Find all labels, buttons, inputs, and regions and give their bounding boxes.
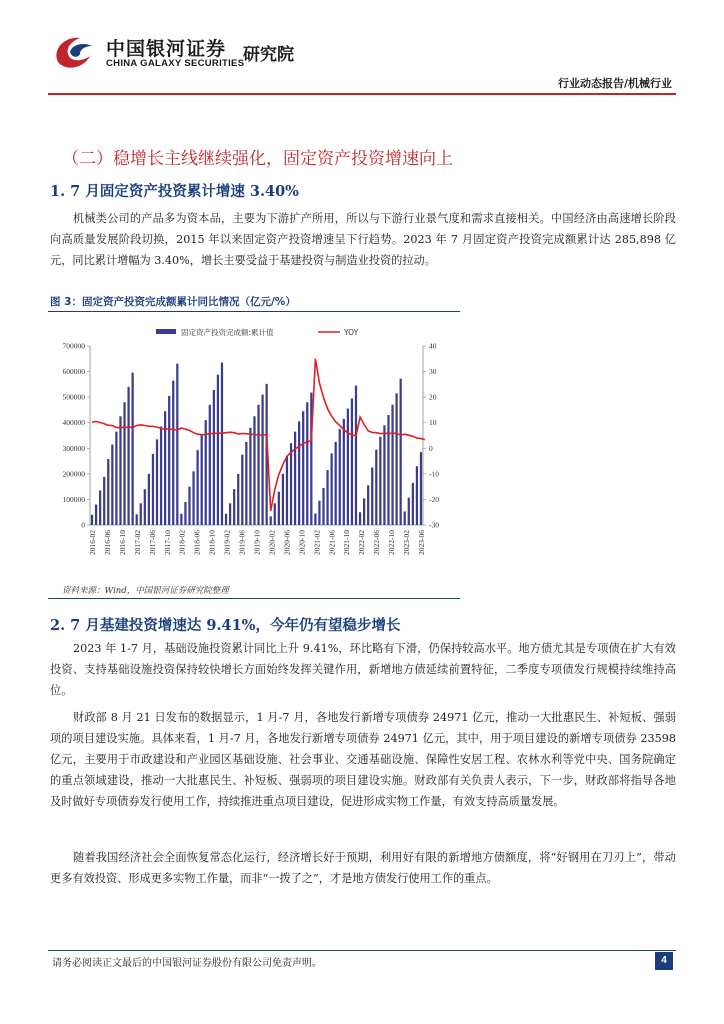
bar — [339, 429, 341, 525]
footer-disclaimer: 请务必阅读正文最后的中国银河证券股份有限公司免责声明。 — [52, 958, 322, 969]
bar — [213, 390, 215, 525]
left-tick-label: 500000 — [62, 392, 85, 402]
x-tick-label: 2018-06 — [192, 530, 202, 555]
bar — [282, 474, 284, 525]
bar — [351, 398, 353, 525]
page-number: 4 — [655, 952, 673, 970]
right-tick-label: 40 — [429, 341, 437, 351]
institute-label: 研究院 — [243, 45, 294, 65]
subheading-1: 1. 7 月固定资产投资累计增速 3.40% — [50, 183, 299, 200]
left-tick-label: 700000 — [62, 341, 85, 351]
left-tick-label: 200000 — [62, 469, 85, 479]
bar — [140, 503, 142, 525]
bar — [278, 492, 280, 525]
bar — [119, 416, 121, 525]
bar — [379, 437, 381, 525]
right-tick-label: 0 — [429, 443, 433, 453]
bar — [347, 409, 349, 525]
x-tick-label: 2022-06 — [372, 530, 382, 555]
paragraph-1: 机械类公司的产品多为资本品，主要为下游扩产所用，所以与下游行业景气度和需求直接相关。中国经济由高速增长阶段向高质量发展阶段切换，2015 年以来固定资产投资增速呈下行趋势。2023 年 7 月固定资产投资完成额累计达 285,898 亿元，同比累计增幅为 3.40%，增长主要受益于基建投资与制造业投资的拉动。 — [50, 212, 676, 267]
x-tick-label: 2022-10 — [387, 530, 397, 555]
bar — [302, 411, 304, 525]
bar — [306, 402, 308, 525]
bar — [237, 474, 239, 525]
bar — [359, 512, 361, 525]
bar — [286, 456, 288, 525]
bar — [290, 443, 292, 525]
bar — [107, 459, 109, 525]
bar — [404, 511, 406, 525]
bar — [395, 393, 397, 525]
bar — [314, 513, 316, 525]
x-tick-label: 2022-02 — [357, 530, 367, 555]
bar — [391, 405, 393, 525]
bar — [115, 432, 117, 525]
bar — [201, 434, 203, 525]
report-type-label: 行业动态报告/机械行业 — [557, 77, 672, 90]
x-tick-label: 2020-10 — [297, 530, 307, 555]
x-tick-label: 2017-06 — [147, 530, 157, 555]
x-tick-label: 2019-10 — [252, 530, 262, 555]
bar — [274, 503, 276, 525]
paragraph-4: 随着我国经济社会全面恢复常态化运行，经济增长好于预期，利用好有限的新增地方债额度，将“好钢用在刀刃上”，带动更多有效投资、形成更多实物工作量，而非“一拨了之”，才是地方债发行使用工作的重点。 — [50, 851, 676, 885]
bar — [343, 419, 345, 525]
bar — [241, 455, 243, 525]
bar — [318, 501, 320, 525]
x-tick-label: 2023-02 — [402, 530, 412, 555]
legend-bars-label: 固定资产投资完成额:累计值 — [181, 328, 274, 337]
figure-source: 资料来源：Wind，中国银河证券研究院整理 — [62, 586, 229, 596]
paragraph-2: 2023 年 1-7 月，基础设施投资累计同比上升 9.41%，环比略有下滑，仍保持较高水平。地方债尤其是专项债在扩大有效投资、支持基础设施投资保持较快增长方面始终发挥关键作用，新增地方债延续前置特征，二季度专项债发行规模持续维持高位。 — [50, 642, 676, 697]
x-tick-label: 2021-10 — [342, 530, 352, 555]
bar — [322, 488, 324, 525]
bar — [298, 421, 300, 525]
header-divider — [48, 93, 676, 95]
bar — [371, 467, 373, 525]
bar — [225, 514, 227, 525]
bar — [400, 379, 402, 525]
x-tick-label: 2017-02 — [132, 530, 142, 555]
x-tick-label: 2023-06 — [416, 530, 426, 555]
x-tick-label: 2020-06 — [282, 530, 292, 555]
right-tick-label: 10 — [429, 418, 437, 428]
bar — [363, 498, 365, 525]
bar — [412, 483, 414, 525]
left-tick-label: 400000 — [62, 418, 85, 428]
legend-yoy-label: YOY — [344, 328, 359, 337]
bar — [176, 364, 178, 525]
footer-divider — [48, 950, 676, 951]
bar — [127, 387, 129, 525]
bar — [132, 373, 134, 525]
figure-caption: 图 3：固定资产投资完成额累计同比情况（亿元/%） — [50, 296, 296, 308]
x-tick-label: 2017-10 — [162, 530, 172, 555]
bar — [172, 381, 174, 525]
fixed-asset-investment-chart — [48, 316, 460, 578]
paragraph-3: 财政部 8 月 21 日发布的数据显示，1 月-7 月，各地发行新增专项债券 24971 亿元，推动一大批惠民生、补短板、强弱项的项目建设实施。具体来看，1 月-7 月，各地发行新增专项债券 24971 亿元，其中，用于项目建设的新增专项债券 23598 亿元，主要用于市政建设和产业园区基础设施、社会事业、交通基础设施、保障性安居工程、农林水利等党中央、国务院确定的重点领域建设，推动一大批惠民生、补短板、强弱项的项目建设实施。财政部有关负责人表示，下一步，财政部将指导各地及时做好专项债券发行使用工作，持续推进重点项目建设，促进形成实物工作量，有效支持高质量发展。 — [50, 711, 676, 808]
brand-name-en: CHINA GALAXY SECURITIES — [106, 58, 245, 69]
bar — [148, 474, 150, 525]
x-tick-label: 2018-02 — [177, 530, 187, 555]
bar — [367, 485, 369, 525]
legend-bars-swatch — [156, 329, 176, 334]
x-tick-label: 2016-02 — [88, 530, 98, 555]
bar — [192, 471, 194, 525]
x-tick-label: 2016-10 — [117, 530, 127, 555]
section-heading: （二）稳增长主线继续强化，固定资产投资增速向上 — [62, 149, 453, 169]
left-tick-label: 100000 — [62, 494, 85, 504]
x-tick-label: 2018-10 — [207, 530, 217, 555]
bar — [294, 432, 296, 525]
bar — [249, 428, 251, 525]
right-tick-label: 20 — [429, 392, 437, 402]
bar — [257, 405, 259, 525]
bar — [160, 427, 162, 525]
bar — [253, 416, 255, 525]
brand-name-cn: 中国银河证券 — [106, 38, 227, 60]
right-tick-label: -20 — [429, 494, 439, 504]
bar — [229, 503, 231, 525]
galaxy-logo-icon — [50, 32, 96, 74]
bar — [233, 489, 235, 525]
bar — [331, 453, 333, 525]
bar — [152, 454, 154, 525]
subheading-2: 2. 7 月基建投资增速达 9.41%，今年仍有望稳步增长 — [50, 617, 401, 634]
figure-top-rule — [48, 311, 460, 312]
bar — [205, 420, 207, 525]
bar — [209, 405, 211, 525]
bar — [168, 396, 170, 525]
x-tick-label: 2021-02 — [312, 530, 322, 555]
bar — [111, 444, 113, 525]
bar — [91, 515, 93, 525]
bar — [95, 505, 97, 525]
left-tick-label: 300000 — [62, 443, 85, 453]
bar — [217, 375, 219, 525]
figure-bottom-rule — [48, 598, 460, 599]
x-tick-label: 2021-06 — [327, 530, 337, 555]
bar — [420, 452, 422, 525]
bar — [416, 466, 418, 525]
bar — [136, 514, 138, 525]
bar — [245, 442, 247, 525]
right-tick-label: 30 — [429, 367, 437, 377]
left-tick-label: 0 — [81, 520, 85, 530]
bar — [355, 386, 357, 525]
bar — [196, 450, 198, 525]
bar — [180, 514, 182, 525]
bar — [188, 487, 190, 525]
bar — [184, 502, 186, 525]
x-tick-label: 2016-06 — [102, 530, 112, 555]
bar — [144, 489, 146, 525]
bar — [326, 470, 328, 525]
bar — [156, 439, 158, 525]
left-tick-label: 600000 — [62, 367, 85, 377]
x-tick-label: 2020-02 — [267, 530, 277, 555]
x-tick-label: 2019-06 — [237, 530, 247, 555]
bar — [387, 415, 389, 525]
bar — [383, 425, 385, 525]
bar — [270, 516, 272, 525]
bar — [261, 395, 263, 525]
bar — [335, 442, 337, 525]
bar — [221, 363, 223, 525]
bar — [375, 450, 377, 525]
bar — [99, 490, 101, 525]
bar — [103, 477, 105, 525]
right-tick-label: -10 — [429, 469, 439, 479]
bar — [123, 402, 125, 525]
bar — [408, 498, 410, 525]
x-tick-label: 2019-02 — [222, 530, 232, 555]
right-tick-label: -30 — [429, 520, 439, 530]
